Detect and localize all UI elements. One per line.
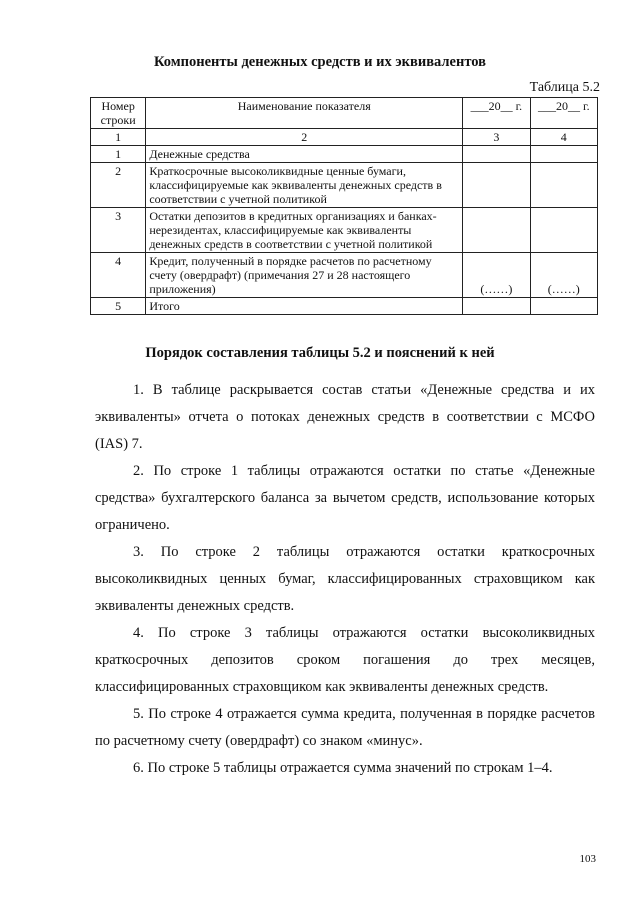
row-name: Денежные средства — [146, 146, 463, 163]
row-name: Кредит, полученный в порядке расчетов по расчетному счету (овердрафт) (примечания 27 и 28 настоящего приложения) — [146, 253, 463, 298]
header-indicator-name: Наименование показателя — [146, 98, 463, 129]
row-name: Краткосрочные высоколиквидные ценные бумаги, классифицируемые как эквиваленты денежных средств в соответствии с учетной политикой — [146, 163, 463, 208]
table-header-row — [91, 98, 598, 129]
row-value-1 — [463, 146, 530, 163]
row-value-2 — [530, 146, 597, 163]
column-number: 3 — [463, 129, 530, 146]
row-name: Остатки депозитов в кредитных организациях и банках-нерезидентах, классифицируемые как эквиваленты денежных средств в соответствии с учетной политикой — [146, 208, 463, 253]
header-year-1: ___20__ г. — [463, 98, 530, 129]
row-name: Итого — [146, 298, 463, 315]
page-number: 103 — [579, 853, 596, 865]
table-label: Таблица 5.2 — [529, 80, 600, 95]
row-number: 1 — [91, 146, 146, 163]
column-number-row — [91, 129, 598, 146]
column-number: 2 — [146, 129, 463, 146]
row-value-2: (……) — [530, 253, 597, 298]
row-number: 3 — [91, 208, 146, 253]
row-value-1: (……) — [463, 253, 530, 298]
paragraph: 6. По строке 5 таблицы отражается сумма значений по строкам 1–4. — [133, 760, 553, 776]
row-value-1 — [463, 208, 530, 253]
row-value-2 — [530, 208, 597, 253]
column-number: 4 — [530, 129, 597, 146]
components-table — [90, 97, 598, 315]
row-value-2 — [530, 163, 597, 208]
header-year-2: ___20__ г. — [530, 98, 597, 129]
table-row — [91, 253, 598, 298]
row-value-1 — [463, 163, 530, 208]
paragraph: 1. В таблице раскрывается состав статьи «Денежные средства и их эквиваленты» отчета о потоках денежных средств в соответствии с МСФО (IAS) 7. — [95, 382, 595, 452]
paragraph: 5. По строке 4 отражается сумма кредита, полученная в порядке расчетов по расчетному счету (овердрафт) со знаком «минус». — [95, 706, 595, 749]
row-number: 2 — [91, 163, 146, 208]
row-number: 4 — [91, 253, 146, 298]
table-row — [91, 163, 598, 208]
page-title: Компоненты денежных средств и их эквивалентов — [154, 54, 486, 70]
column-number: 1 — [91, 129, 146, 146]
row-value-2 — [530, 298, 597, 315]
paragraph: 4. По строке 3 таблицы отражаются остатки высоколиквидных краткосрочных депозитов сроком погашения до трех месяцев, классифицированных страховщиком как эквиваленты денежных средств. — [95, 625, 595, 695]
header-row-number: Номер строки — [91, 98, 146, 129]
table-row — [91, 298, 598, 315]
table-row — [91, 208, 598, 253]
paragraph: 2. По строке 1 таблицы отражаются остатки по статье «Денежные средства» бухгалтерского баланса за вычетом средств, использование которых ограничено. — [95, 463, 595, 533]
row-number: 5 — [91, 298, 146, 315]
table-row — [91, 146, 598, 163]
paragraph: 3. По строке 2 таблицы отражаются остатки краткосрочных высоколиквидных ценных бумаг, классифицированных страховщиком как эквиваленты денежных средств. — [95, 544, 595, 614]
row-value-1 — [463, 298, 530, 315]
instructions-body — [95, 377, 595, 782]
section-heading: Порядок составления таблицы 5.2 и пояснений к ней — [145, 345, 495, 361]
